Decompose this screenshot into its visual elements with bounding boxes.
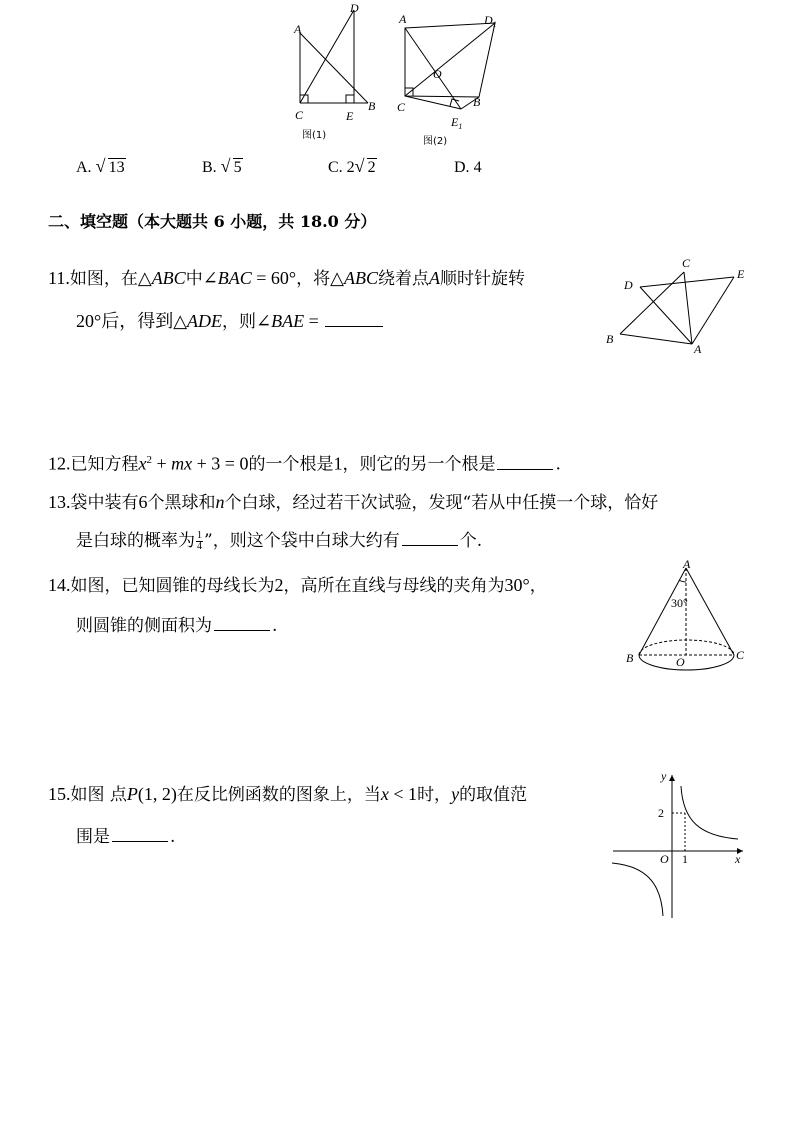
fig14-label-angle: 30°: [671, 596, 688, 610]
q11-answer-blank[interactable]: [325, 325, 383, 327]
q11-line-2: 20°后，得到△ADE，则∠BAE =: [76, 309, 385, 334]
fig2-label-b: B: [473, 95, 481, 109]
fig11-label-b: B: [606, 332, 614, 346]
fig1-label-e: E: [346, 109, 354, 123]
fig1-caption: 图(1): [302, 130, 327, 141]
fig1-label-b: B: [368, 99, 376, 113]
q12-line: 12.已知方程$x^2$ + mx + 3 = 0的一个根是1，则它的另一个根是 .: [48, 453, 561, 475]
fig15-label-y: y: [661, 769, 667, 783]
fig1-label-c: C: [295, 108, 304, 122]
figure-q11: [600, 256, 760, 361]
q13-answer-blank[interactable]: [402, 544, 458, 546]
fig2-label-d1: $D_1$: [484, 13, 497, 29]
fig1-label-d: D: [350, 1, 359, 15]
fig11-label-c: C: [682, 256, 691, 270]
fig1-label-a: A: [294, 22, 302, 36]
fig2-label-a: A: [399, 12, 407, 26]
figure-q15-graph: [608, 766, 753, 926]
fig15-label-one: 1: [682, 852, 688, 866]
q14-line-1: 14.如图，已知圆锥的母线长为2，高所在直线与母线的夹角为30°，: [48, 575, 547, 596]
q12-answer-blank[interactable]: [497, 468, 553, 470]
fig11-label-a: A: [694, 342, 702, 356]
fig2-label-o: O: [433, 67, 442, 81]
fig15-label-two: 2: [658, 806, 664, 820]
fig2-caption: 图(2): [423, 136, 448, 147]
q11-line-1: 11.如图，在△ABC中∠BAC = 60°，将△ABC绕着点A顺时针旋转: [48, 268, 525, 289]
option-a[interactable]: A. √ 13: [76, 156, 125, 176]
q15-line-2: 围是 .: [76, 827, 176, 847]
q13-line-1: 13.袋中装有6个黑球和n个白球，经过若干次试验，发现“若从中任摸一个球，恰好: [48, 492, 659, 513]
fig14-label-o: O: [676, 655, 685, 669]
q15-answer-blank[interactable]: [112, 840, 168, 842]
q13-line-2: 是白球的概率为 $\frac{1}{4}$ ”，则这个袋中白球大约有 个.: [76, 530, 483, 552]
fig15-label-x: x: [735, 852, 741, 866]
option-b[interactable]: B. √ 5: [202, 156, 242, 176]
fig11-label-d: D: [624, 278, 633, 292]
fig14-label-a: A: [683, 557, 691, 571]
figure-q14-cone: [620, 558, 760, 673]
fig2-label-c: C: [397, 100, 406, 114]
fig15-label-o: O: [660, 852, 669, 866]
fig14-label-c: C: [736, 648, 745, 662]
section-heading: 二、填空题（本大题共 6 小题，共 18.0 分）: [48, 212, 377, 231]
q15-line-1: 15.如图 点P(1, 2)在反比例函数的图象上，当x < 1时，y的取值范: [48, 784, 528, 805]
q14-answer-blank[interactable]: [214, 629, 270, 631]
fig11-label-e: E: [737, 267, 745, 281]
fig14-label-b: B: [626, 651, 634, 665]
option-d[interactable]: D. 4: [454, 159, 482, 176]
option-c[interactable]: C. 2 √ 2: [328, 156, 376, 176]
figure-1: [290, 0, 380, 145]
fig2-label-e1: $E_1$: [451, 115, 463, 131]
q14-line-2: 则圆锥的侧面积为 .: [76, 616, 278, 636]
figure-2: [393, 0, 508, 150]
